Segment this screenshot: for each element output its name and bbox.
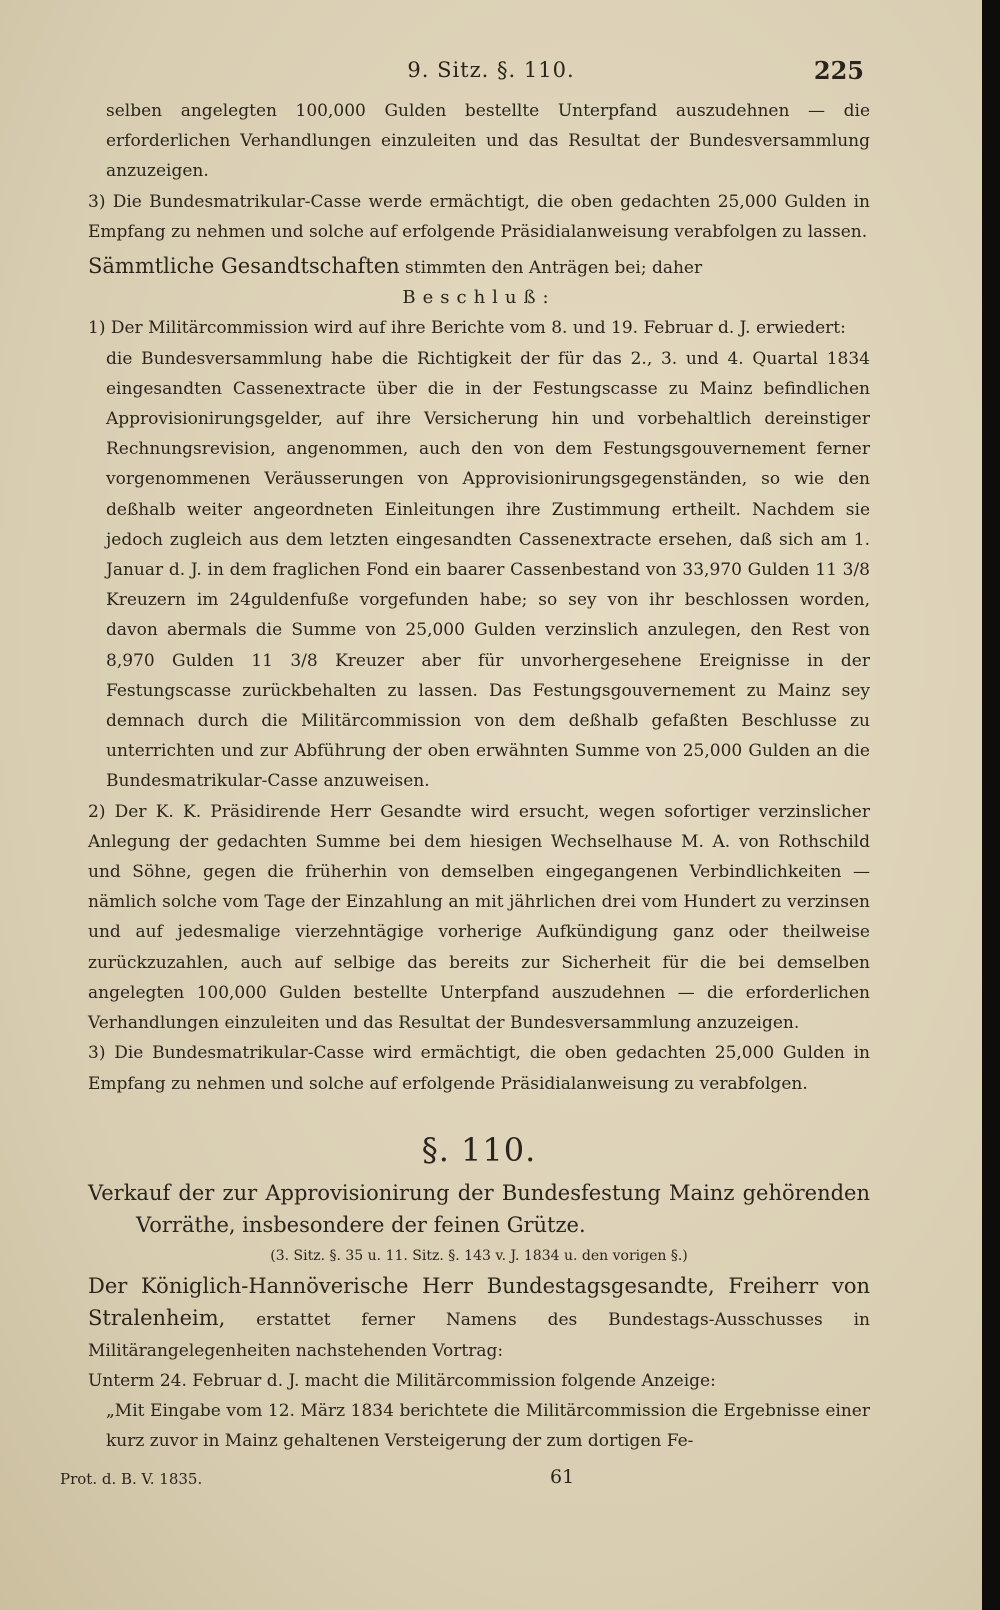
footer-signature: Prot. d. B. V. 1835. [60, 1470, 203, 1488]
page-body [88, 96, 870, 1456]
speaker-rest: erstattet ferner Namens des Bundestags-Ausschusses in Militärangelegenheiten nachstehenden Vortrag: [88, 1310, 870, 1361]
running-header [0, 52, 982, 92]
resolution-item-1-body: die Bundesversammlung habe die Richtigkeit der für das 2., 3. und 4. Quartal 1834 eingesandten Cassenextracte über die in der Festungscasse zu Mainz befindlichen Approvisionirungsgelder, auf ihre Versicherung hin und vorbehaltlich dereinstiger Rechnungsrevision, angenommen, auch den von dem Festungsgouvernement ferner vorgenommenen Veräusserungen von Approvisionirungsgegenständen, so wie den deßhalb weiter angeordneten Einleitungen ihre Zustimmung ertheilt. Nachdem sie jedoch zugleich aus dem letzten eingesandten Cassenextracte ersehen, daß sich am 1. Januar d. J. in dem fraglichen Fond ein baarer Cassenbestand von 33,970 Gulden 11 3/8 Kreuzern im 24guldenfuße vorgefunden habe; so sey von ihr beschlossen worden, davon abermals die Summe von 25,000 Gulden verzinslich anzulegen, den Rest von 8,970 Gulden 11 3/8 Kreuzer aber für unvorhergesehene Ereignisse in der Festungscasse zurückbehalten zu lassen. Das Festungsgouvernement zu Mainz sey demnach durch die Militärcommission von dem deßhalb gefaßten Beschlusse zu unterrichten und zur Abführung der oben erwähnten Summe von 25,000 Gulden an die Bundesmatrikular-Casse anzuweisen. [106, 348, 870, 792]
sheet-number: 61 [550, 1466, 575, 1488]
page-number: 225 [813, 56, 864, 85]
section-heading: Verkauf der zur Approvisionirung der Bundesfestung Mainz gehörenden Vorräthe, insbesondere der feinen Grütze. [88, 1180, 870, 1237]
running-head-title: 9. Sitz. §. 110. [407, 58, 575, 82]
paragraph-continuation: selben angelegten 100,000 Gulden bestellte Unterpfand auszudehnen — die erforderlichen Verhandlungen einzuleiten und das Resultat der Bundesversammlung anzuzeigen. [106, 101, 870, 182]
page-footer [60, 1466, 882, 1500]
resolution-item-3: 3) Die Bundesmatrikular-Casse wird ermächtigt, die oben gedachten 25,000 Gulden in Empfang zu nehmen und solche auf erfolgende Präsidialanweisung zu verabfolgen. [88, 1043, 870, 1094]
paragraph-item-3-draft: 3) Die Bundesmatrikular-Casse werde ermächtigt, die oben gedachten 25,000 Gulden in Empfang zu nehmen und solche auf erfolgende Präsidialanweisung verabfolgen zu lassen. [88, 191, 870, 242]
paragraph-quote: „Mit Eingabe vom 12. März 1834 berichtete die Militärcommission die Ergebnisse einer kurz zuvor in Mainz gehaltenen Versteigerung der zum dortigen Fe- [106, 1400, 870, 1452]
section-number: §. 110. [421, 1130, 537, 1169]
resolution-item-2: 2) Der K. K. Präsidirende Herr Gesandte wird ersucht, wegen sofortiger verzinslicher Anlegung der gedachten Summe bei dem hiesigen Wechselhause M. A. von Rothschild und Söhne, gegen die früherhin von demselben eingegangenen Verbindlichkeiten — nämlich solche vom Tage der Einzahlung an mit jährlichen drei vom Hundert zu verzinsen und auf jedesmalige vierzehntägige vorherige Aufkündigung ganz oder theilweise zurückzuzahlen, auch auf selbige das bereits zur Sicherheit für die bei demselben angelegten 100,000 Gulden bestellte Unterpfand auszudehnen — die erforderlichen Verhandlungen einzuleiten und das Resultat der Bundesversammlung anzuzeigen. [88, 801, 870, 1034]
resolution-item-1: 1) Der Militärcommission wird auf ihre Berichte vom 8. und 19. Februar d. J. erwiedert: [88, 318, 846, 339]
beschluss-heading: Beschluß: [402, 287, 556, 309]
paragraph-consent [88, 251, 870, 283]
gesandtschaften-lead: Sämmtliche Gesandtschaften [88, 254, 400, 279]
paragraph-speaker [88, 1271, 870, 1366]
scan-edge [982, 0, 1000, 1610]
paragraph-report-date: Unterm 24. Februar d. J. macht die Militärcommission folgende Anzeige: [88, 1370, 716, 1391]
section-reference: (3. Sitz. §. 35 u. 11. Sitz. §. 143 v. J. 1834 u. den vorigen §.) [270, 1247, 688, 1264]
consent-rest: stimmten den Anträgen bei; daher [399, 258, 703, 279]
speaker-lead: Der Königlich-Hannöverische Herr Bundestagsgesandte, Freiherr von Stralenheim, [88, 1274, 870, 1331]
